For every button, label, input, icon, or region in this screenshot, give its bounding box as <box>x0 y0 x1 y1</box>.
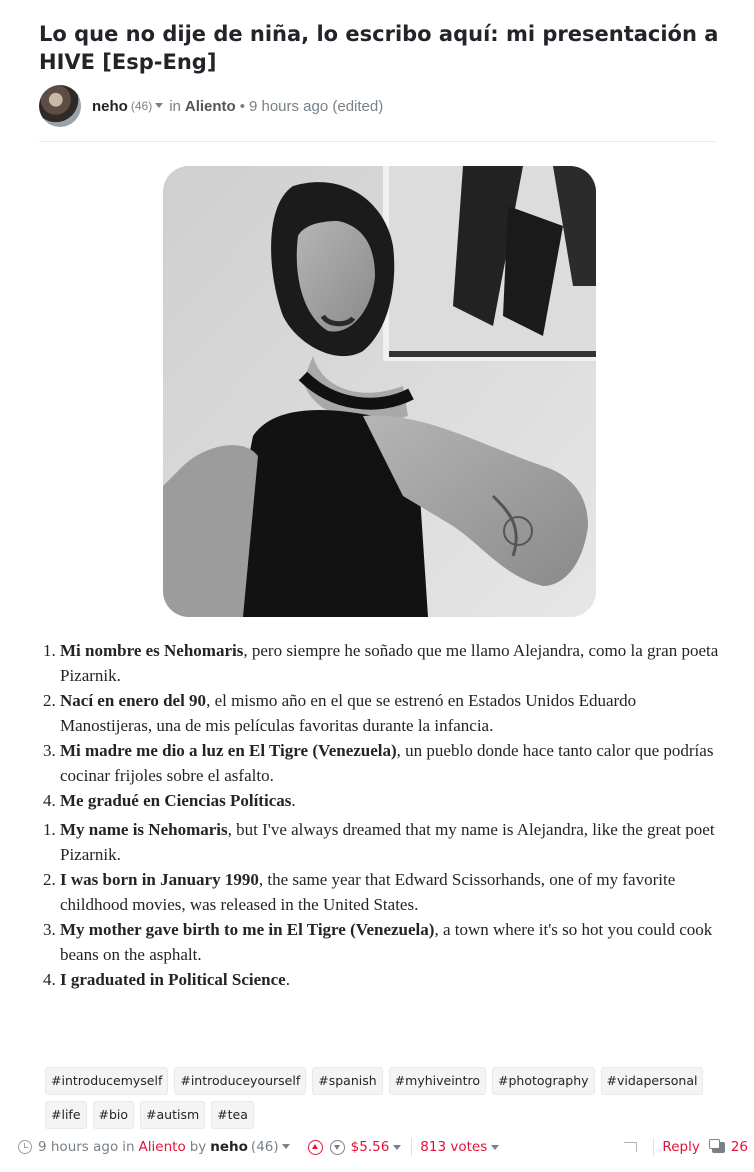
votes-chevron-icon[interactable] <box>491 1145 499 1150</box>
list-item-number: 1. <box>43 820 56 839</box>
footer-author-link[interactable]: neho <box>210 1139 248 1155</box>
comments-icon[interactable] <box>712 1142 725 1153</box>
in-label: in <box>169 97 181 115</box>
list-item-number: 4. <box>43 970 56 989</box>
list-item-rest: , el mismo año en el que se estrenó en Estados Unidos Eduardo Manostijeras, una de mis películas favoritas durante la infancia. <box>60 691 637 735</box>
list-item-number: 3. <box>43 920 56 939</box>
list-item-rest: , a town where it's so hot you could cook beans on the asphalt. <box>60 920 713 964</box>
post-title: Lo que no dije de niña, lo escribo aquí: mi presentación a HIVE [Esp-Eng] <box>39 22 719 74</box>
list-item-text <box>60 967 720 992</box>
list-item-text <box>60 917 720 967</box>
clock-icon <box>18 1140 32 1154</box>
tag-link[interactable]: #spanish <box>312 1067 382 1095</box>
tag-link[interactable]: #photography <box>492 1067 595 1095</box>
reply-link[interactable]: Reply <box>662 1139 700 1155</box>
community-link[interactable]: Aliento <box>184 97 236 115</box>
list-item-bold: Mi madre me dio a luz en El Tigre (Venezuela) <box>60 741 397 760</box>
author-reputation: (46) <box>130 99 153 113</box>
list-item-bold: I was born in January 1990 <box>60 870 259 889</box>
list-item-text <box>60 738 720 788</box>
list-item-number: 1. <box>43 641 56 660</box>
list-item <box>43 867 720 917</box>
list-item-rest: . <box>291 791 296 810</box>
author-link[interactable]: neho <box>92 97 128 115</box>
dot-separator: • <box>239 97 245 115</box>
footer-reputation: (46) <box>250 1139 279 1155</box>
avatar[interactable] <box>39 85 81 127</box>
list-item-rest: , un pueblo donde hace tanto calor que podrías cocinar frijoles sobre el asfalto. <box>60 741 714 785</box>
comments-count[interactable]: 26 <box>730 1139 748 1155</box>
list-item-text <box>60 788 720 813</box>
tag-link[interactable]: #introduceyourself <box>174 1067 306 1095</box>
footer-in-label: in <box>122 1139 135 1155</box>
list-item-number: 2. <box>43 691 56 710</box>
tag-link[interactable]: #vidapersonal <box>601 1067 704 1095</box>
list-item <box>43 788 720 813</box>
upvote-icon[interactable] <box>308 1140 323 1155</box>
list-item-number: 4. <box>43 791 56 810</box>
list-item-text <box>60 817 720 867</box>
post-time: 9 hours ago (edited) <box>248 97 384 115</box>
chevron-down-icon[interactable] <box>155 103 163 108</box>
payout-chevron-icon[interactable] <box>393 1145 401 1150</box>
list-item-bold: I graduated in Political Science <box>60 970 286 989</box>
chevron-down-icon[interactable] <box>282 1144 290 1149</box>
list-item-text <box>60 867 720 917</box>
list-spanish <box>43 638 720 813</box>
post-image[interactable] <box>163 166 596 617</box>
list-item-rest: , but I've always dreamed that my name is Alejandra, like the great poet Pizarnik. <box>60 820 715 864</box>
list-item <box>43 638 720 688</box>
list-item-bold: Nací en enero del 90 <box>60 691 207 710</box>
tag-list <box>45 1067 725 1135</box>
footer-by-label: by <box>189 1139 207 1155</box>
list-item <box>43 817 720 867</box>
tag-link[interactable]: #bio <box>93 1101 135 1129</box>
portrait-photo <box>163 166 596 617</box>
downvote-icon[interactable] <box>330 1140 345 1155</box>
list-item-bold: My mother gave birth to me in El Tigre (Venezuela) <box>60 920 435 939</box>
list-item-number: 3. <box>43 741 56 760</box>
list-item <box>43 917 720 967</box>
header-divider <box>39 141 715 142</box>
post-footer <box>18 1136 748 1158</box>
votes-count[interactable]: 813 votes <box>420 1139 488 1155</box>
list-item-text <box>60 688 720 738</box>
divider <box>653 1138 654 1156</box>
list-item-text <box>60 638 720 688</box>
reblog-icon[interactable] <box>624 1142 637 1152</box>
list-english <box>43 817 720 992</box>
list-item-rest: , the same year that Edward Scissorhands, one of my favorite childhood movies, was released in the United States. <box>60 870 676 914</box>
tag-link[interactable]: #autism <box>140 1101 205 1129</box>
footer-time: 9 hours ago <box>38 1139 119 1155</box>
list-item <box>43 967 720 992</box>
tag-link[interactable]: #introducemyself <box>45 1067 168 1095</box>
list-item-number: 2. <box>43 870 56 889</box>
payout-amount[interactable]: $5.56 <box>350 1139 390 1155</box>
list-item-bold: Me gradué en Ciencias Políticas <box>60 791 292 810</box>
list-item-rest: , pero siempre he soñado que me llamo Alejandra, como la gran poeta Pizarnik. <box>60 641 719 685</box>
list-item <box>43 688 720 738</box>
tag-link[interactable]: #tea <box>211 1101 254 1129</box>
list-item <box>43 738 720 788</box>
post-meta <box>39 86 383 126</box>
tag-link[interactable]: #life <box>45 1101 87 1129</box>
list-item-bold: My name is Nehomaris <box>60 820 228 839</box>
list-item-bold: Mi nombre es Nehomaris <box>60 641 244 660</box>
divider <box>411 1138 412 1156</box>
footer-community-link[interactable]: Aliento <box>138 1139 186 1155</box>
list-item-rest: . <box>285 970 290 989</box>
tag-link[interactable]: #myhiveintro <box>389 1067 486 1095</box>
